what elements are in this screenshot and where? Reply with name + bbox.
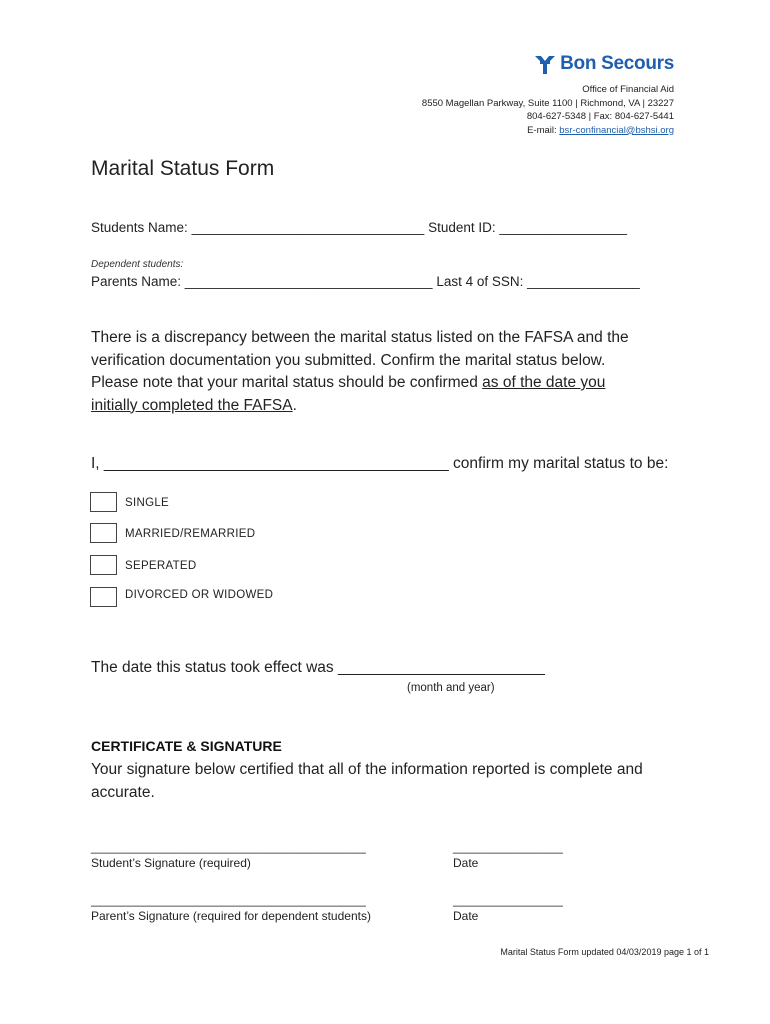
student-signature-label: Student’s Signature (required) (91, 856, 251, 870)
divorced-label: DIVORCED OR WIDOWED (125, 589, 274, 601)
separated-checkbox[interactable] (90, 555, 117, 575)
student-id-field[interactable]: _________________ (499, 220, 627, 235)
single-checkbox[interactable] (90, 492, 117, 512)
office-address: 8550 Magellan Parkway, Suite 1100 | Richmond, VA | 23227 (421, 97, 674, 109)
paragraph-emphasis-1: as of the date you (482, 374, 606, 391)
separated-label: SEPERATED (125, 560, 197, 572)
confirm-statement (91, 455, 668, 473)
students-name-label: Students Name: (91, 220, 192, 235)
paragraph-line-4 (91, 395, 671, 418)
cross-logo-icon (532, 52, 558, 76)
divorced-checkbox[interactable] (90, 587, 117, 607)
office-name: Office of Financial Aid (582, 84, 674, 95)
parents-name-row (91, 274, 640, 289)
confirm-name-field[interactable]: ________________________________________ (103, 455, 449, 472)
parent-signature-field[interactable]: ________________________________________ (91, 893, 366, 907)
effective-date-label: The date this status took effect was (91, 659, 338, 676)
certificate-title: CERTIFICATE & SIGNATURE (91, 738, 282, 754)
ssn-label: Last 4 of SSN: (432, 274, 528, 289)
dependent-students-note: Dependent students: (91, 259, 184, 270)
paragraph-line-4-end: . (292, 396, 297, 414)
students-name-field[interactable]: _______________________________ (191, 220, 425, 235)
single-label: SINGLE (125, 497, 169, 509)
parent-date-label: Date (453, 909, 479, 923)
office-address-block (422, 83, 674, 137)
parents-name-field[interactable]: _________________________________ (184, 274, 433, 289)
parents-name-label: Parents Name: (91, 274, 185, 289)
married-label: MARRIED/REMARRIED (125, 528, 256, 540)
confirm-prefix: I, (91, 455, 104, 472)
paragraph-line-3 (91, 372, 671, 395)
students-name-row (91, 220, 627, 235)
student-date-label: Date (453, 856, 479, 870)
email-link[interactable]: bsr-confinancial@bshsi.org (559, 124, 674, 136)
ssn-field[interactable]: _______________ (527, 274, 640, 289)
paragraph-line-1: There is a discrepancy between the marital status listed on the FAFSA and the (91, 329, 629, 346)
student-date-field[interactable]: ________________ (453, 840, 563, 854)
parent-date-field[interactable]: ________________ (453, 893, 563, 907)
effective-date-row (91, 659, 545, 677)
office-email (422, 124, 674, 138)
married-checkbox[interactable] (90, 523, 117, 543)
logo-text: Bon Secours (560, 53, 674, 74)
discrepancy-paragraph (91, 327, 671, 417)
effective-date-hint: (month and year) (407, 682, 495, 694)
office-phone-fax: 804-627-5348 | Fax: 804-627-5441 (526, 111, 674, 123)
paragraph-line-3-text: Please note that your marital status should be confirmed (91, 374, 483, 391)
paragraph-line-2: verification documentation you submitted. Confirm the marital status below. (91, 351, 606, 369)
page-footer: Marital Status Form updated 04/03/2019 page 1 of 1 (500, 947, 709, 957)
paragraph-emphasis-2: initially completed the FAFSA (91, 396, 293, 414)
effective-date-field[interactable]: ________________________ (338, 659, 545, 676)
email-label: E-mail: (527, 124, 560, 136)
parent-signature-label: Parent’s Signature (required for dependent students) (91, 909, 371, 923)
bon-secours-logo (532, 52, 674, 76)
certificate-text: Your signature below certified that all of the information reported is complete and accurate. (91, 761, 643, 801)
confirm-suffix: confirm my marital status to be: (448, 455, 669, 472)
student-id-label: Student ID: (424, 220, 500, 235)
student-signature-field[interactable]: ________________________________________ (91, 840, 366, 854)
page-title: Marital Status Form (91, 157, 275, 180)
